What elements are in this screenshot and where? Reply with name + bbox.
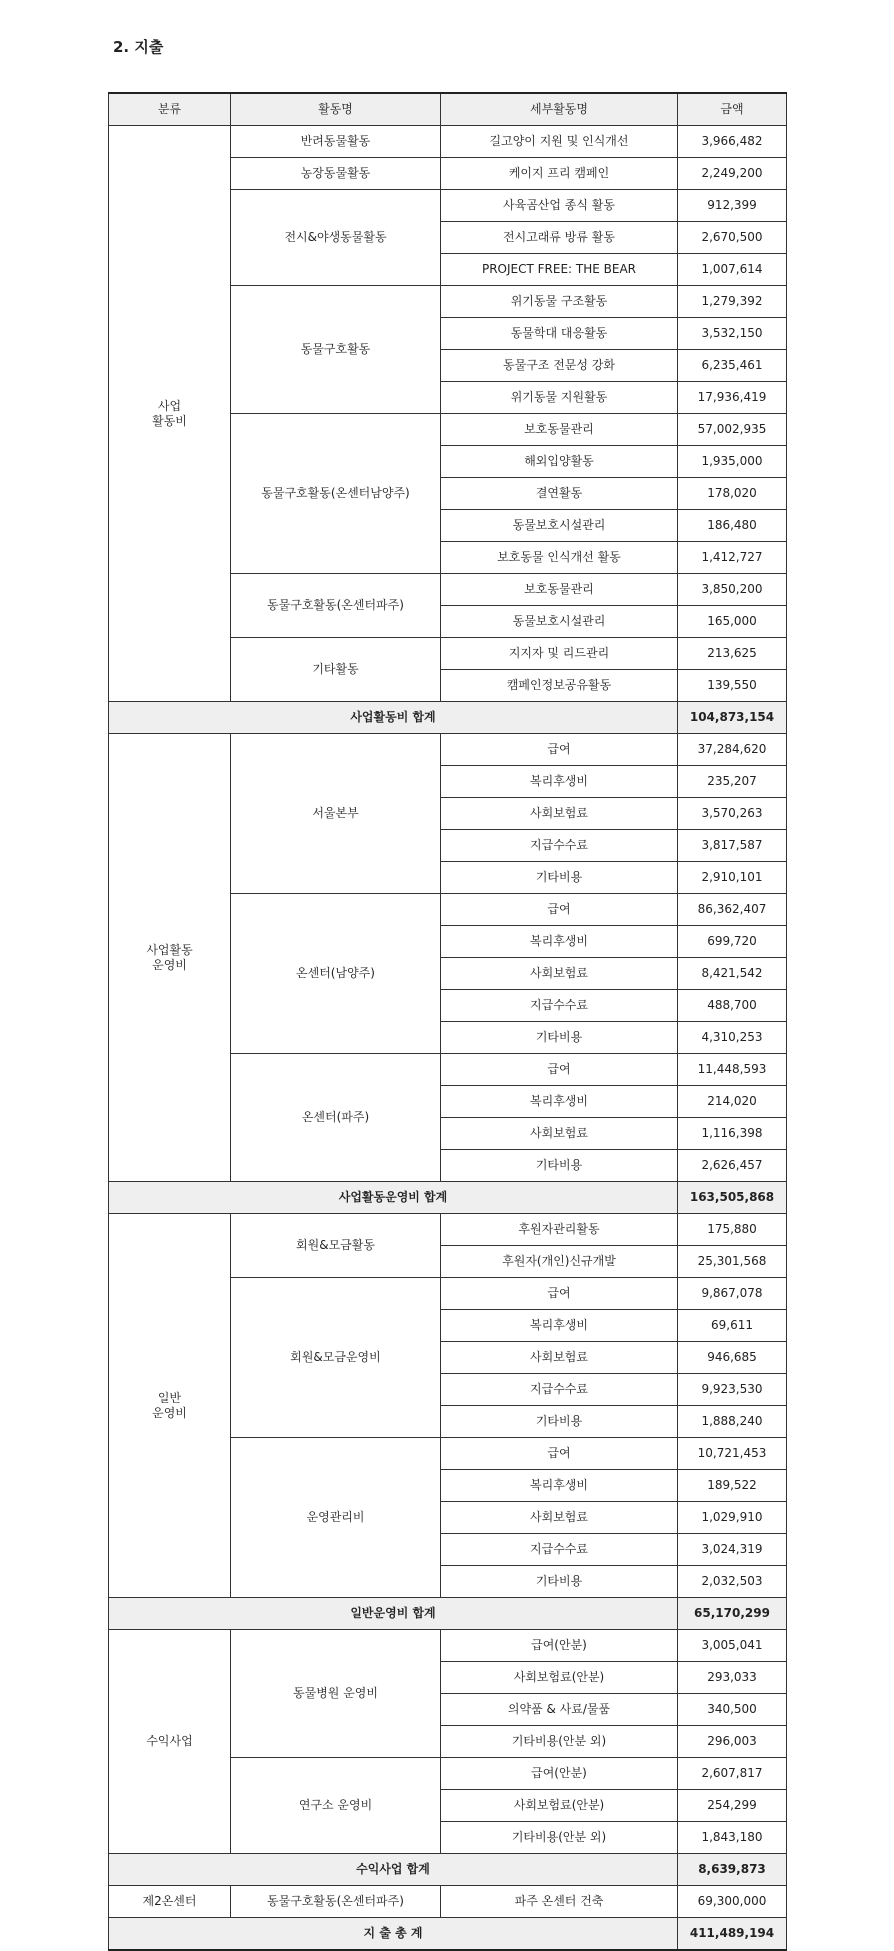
activity-cell: 회원&모금활동 — [231, 1214, 441, 1278]
amount-cell: 4,310,253 — [678, 1022, 787, 1054]
amount-cell: 235,207 — [678, 766, 787, 798]
amount-cell: 1,007,614 — [678, 254, 787, 286]
amount-cell: 57,002,935 — [678, 414, 787, 446]
grand-total-amount: 411,489,194 — [678, 1918, 787, 1951]
amount-cell: 1,843,180 — [678, 1822, 787, 1854]
amount-cell: 214,020 — [678, 1086, 787, 1118]
amount-cell: 946,685 — [678, 1342, 787, 1374]
amount-cell: 3,024,319 — [678, 1534, 787, 1566]
activity-cell: 동물구호활동 — [231, 286, 441, 414]
detail-cell: 급여(안분) — [441, 1630, 678, 1662]
header-category: 분류 — [109, 93, 231, 126]
second-center-detail: 파주 온센터 건축 — [441, 1886, 678, 1918]
amount-cell: 2,249,200 — [678, 158, 787, 190]
amount-cell: 8,421,542 — [678, 958, 787, 990]
detail-cell: 사회보험료 — [441, 1118, 678, 1150]
amount-cell: 2,032,503 — [678, 1566, 787, 1598]
detail-cell: 기타비용 — [441, 1566, 678, 1598]
subtotal-label: 사업활동운영비 합계 — [109, 1182, 678, 1214]
detail-cell: 동물보호시설관리 — [441, 510, 678, 542]
table-header — [109, 93, 787, 126]
amount-cell: 186,480 — [678, 510, 787, 542]
amount-cell: 1,888,240 — [678, 1406, 787, 1438]
detail-cell: 결연활동 — [441, 478, 678, 510]
detail-cell: 해외입양활동 — [441, 446, 678, 478]
detail-cell: 사회보험료 — [441, 1342, 678, 1374]
amount-cell: 1,412,727 — [678, 542, 787, 574]
detail-cell: 기타비용 — [441, 1406, 678, 1438]
subtotal-label: 사업활동비 합계 — [109, 702, 678, 734]
header-amount: 금액 — [678, 93, 787, 126]
category-cell: 수익사업 — [109, 1630, 231, 1854]
amount-cell: 1,279,392 — [678, 286, 787, 318]
amount-cell: 254,299 — [678, 1790, 787, 1822]
amount-cell: 178,020 — [678, 478, 787, 510]
amount-cell: 2,910,101 — [678, 862, 787, 894]
table-row — [109, 734, 787, 766]
amount-cell: 69,611 — [678, 1310, 787, 1342]
amount-cell: 10,721,453 — [678, 1438, 787, 1470]
detail-cell: 사회보험료(안분) — [441, 1662, 678, 1694]
amount-cell: 3,966,482 — [678, 126, 787, 158]
detail-cell: 기타비용 — [441, 1022, 678, 1054]
detail-cell: 급여 — [441, 1438, 678, 1470]
amount-cell: 3,005,041 — [678, 1630, 787, 1662]
table-row — [109, 1630, 787, 1662]
table-row — [109, 126, 787, 158]
detail-cell: 지급수수료 — [441, 830, 678, 862]
amount-cell: 1,935,000 — [678, 446, 787, 478]
detail-cell: 기타비용 — [441, 862, 678, 894]
amount-cell: 1,116,398 — [678, 1118, 787, 1150]
subtotal-row — [109, 702, 787, 734]
table-body — [109, 126, 787, 1951]
detail-cell: 기타비용(안분 외) — [441, 1726, 678, 1758]
amount-cell: 175,880 — [678, 1214, 787, 1246]
detail-cell: 지급수수료 — [441, 1534, 678, 1566]
grand-total-label: 지 출 총 계 — [109, 1918, 678, 1951]
detail-cell: 복리후생비 — [441, 1086, 678, 1118]
subtotal-row — [109, 1182, 787, 1214]
detail-cell: 지지자 및 리드관리 — [441, 638, 678, 670]
activity-cell: 운영관리비 — [231, 1438, 441, 1598]
category-cell: 사업 활동비 — [109, 126, 231, 702]
activity-cell: 연구소 운영비 — [231, 1758, 441, 1854]
detail-cell: 후원자(개인)신규개발 — [441, 1246, 678, 1278]
detail-cell: 의약품 & 사료/물품 — [441, 1694, 678, 1726]
activity-cell: 농장동물활동 — [231, 158, 441, 190]
amount-cell: 213,625 — [678, 638, 787, 670]
amount-cell: 2,670,500 — [678, 222, 787, 254]
detail-cell: 동물구조 전문성 강화 — [441, 350, 678, 382]
detail-cell: 급여 — [441, 1278, 678, 1310]
amount-cell: 6,235,461 — [678, 350, 787, 382]
detail-cell: 보호동물 인식개선 활동 — [441, 542, 678, 574]
header-detail: 세부활동명 — [441, 93, 678, 126]
table-row — [109, 1214, 787, 1246]
amount-cell: 2,626,457 — [678, 1150, 787, 1182]
detail-cell: 동물학대 대응활동 — [441, 318, 678, 350]
detail-cell: 급여 — [441, 734, 678, 766]
subtotal-row — [109, 1854, 787, 1886]
detail-cell: 복리후생비 — [441, 1470, 678, 1502]
activity-cell: 회원&모금운영비 — [231, 1278, 441, 1438]
second-center-category: 제2온센터 — [109, 1886, 231, 1918]
amount-cell: 165,000 — [678, 606, 787, 638]
detail-cell: 사회보험료 — [441, 798, 678, 830]
detail-cell: 복리후생비 — [441, 766, 678, 798]
detail-cell: 보호동물관리 — [441, 414, 678, 446]
grand-total-row — [109, 1918, 787, 1951]
amount-cell: 340,500 — [678, 1694, 787, 1726]
detail-cell: 위기동물 구조활동 — [441, 286, 678, 318]
detail-cell: 동물보호시설관리 — [441, 606, 678, 638]
detail-cell: PROJECT FREE: THE BEAR — [441, 254, 678, 286]
activity-cell: 반려동물활동 — [231, 126, 441, 158]
expenditure-table — [108, 92, 787, 1951]
amount-cell: 139,550 — [678, 670, 787, 702]
detail-cell: 복리후생비 — [441, 1310, 678, 1342]
detail-cell: 전시고래류 방류 활동 — [441, 222, 678, 254]
subtotal-amount: 104,873,154 — [678, 702, 787, 734]
activity-cell: 동물병원 운영비 — [231, 1630, 441, 1758]
detail-cell: 사회보험료 — [441, 958, 678, 990]
amount-cell: 9,867,078 — [678, 1278, 787, 1310]
detail-cell: 케이지 프리 캠페인 — [441, 158, 678, 190]
detail-cell: 기타비용(안분 외) — [441, 1822, 678, 1854]
detail-cell: 캠페인정보공유활동 — [441, 670, 678, 702]
detail-cell: 급여 — [441, 1054, 678, 1086]
amount-cell: 488,700 — [678, 990, 787, 1022]
detail-cell: 급여(안분) — [441, 1758, 678, 1790]
amount-cell: 1,029,910 — [678, 1502, 787, 1534]
amount-cell: 699,720 — [678, 926, 787, 958]
detail-cell: 위기동물 지원활동 — [441, 382, 678, 414]
subtotal-label: 수익사업 합계 — [109, 1854, 678, 1886]
detail-cell: 길고양이 지원 및 인식개선 — [441, 126, 678, 158]
subtotal-row — [109, 1598, 787, 1630]
amount-cell: 86,362,407 — [678, 894, 787, 926]
amount-cell: 2,607,817 — [678, 1758, 787, 1790]
amount-cell: 3,532,150 — [678, 318, 787, 350]
activity-cell: 기타활동 — [231, 638, 441, 702]
amount-cell: 3,817,587 — [678, 830, 787, 862]
second-center-activity: 동물구호활동(온센터파주) — [231, 1886, 441, 1918]
second-center-row — [109, 1886, 787, 1918]
category-cell: 일반 운영비 — [109, 1214, 231, 1598]
activity-cell: 동물구호활동(온센터남양주) — [231, 414, 441, 574]
category-cell: 사업활동 운영비 — [109, 734, 231, 1182]
amount-cell: 17,936,419 — [678, 382, 787, 414]
amount-cell: 3,850,200 — [678, 574, 787, 606]
detail-cell: 보호동물관리 — [441, 574, 678, 606]
detail-cell: 사육곰산업 종식 활동 — [441, 190, 678, 222]
detail-cell: 복리후생비 — [441, 926, 678, 958]
detail-cell: 기타비용 — [441, 1150, 678, 1182]
subtotal-amount: 163,505,868 — [678, 1182, 787, 1214]
detail-cell: 후원자관리활동 — [441, 1214, 678, 1246]
amount-cell: 11,448,593 — [678, 1054, 787, 1086]
subtotal-amount: 65,170,299 — [678, 1598, 787, 1630]
second-center-amount: 69,300,000 — [678, 1886, 787, 1918]
subtotal-label: 일반운영비 합계 — [109, 1598, 678, 1630]
amount-cell: 9,923,530 — [678, 1374, 787, 1406]
activity-cell: 동물구호활동(온센터파주) — [231, 574, 441, 638]
subtotal-amount: 8,639,873 — [678, 1854, 787, 1886]
detail-cell: 지급수수료 — [441, 990, 678, 1022]
detail-cell: 사회보험료 — [441, 1502, 678, 1534]
amount-cell: 25,301,568 — [678, 1246, 787, 1278]
detail-cell: 지급수수료 — [441, 1374, 678, 1406]
header-activity: 활동명 — [231, 93, 441, 126]
amount-cell: 3,570,263 — [678, 798, 787, 830]
detail-cell: 급여 — [441, 894, 678, 926]
amount-cell: 189,522 — [678, 1470, 787, 1502]
detail-cell: 사회보험료(안분) — [441, 1790, 678, 1822]
activity-cell: 전시&야생동물활동 — [231, 190, 441, 286]
amount-cell: 912,399 — [678, 190, 787, 222]
amount-cell: 293,033 — [678, 1662, 787, 1694]
section-title: 2. 지출 — [113, 38, 164, 56]
activity-cell: 온센터(남양주) — [231, 894, 441, 1054]
activity-cell: 서울본부 — [231, 734, 441, 894]
amount-cell: 296,003 — [678, 1726, 787, 1758]
activity-cell: 온센터(파주) — [231, 1054, 441, 1182]
amount-cell: 37,284,620 — [678, 734, 787, 766]
